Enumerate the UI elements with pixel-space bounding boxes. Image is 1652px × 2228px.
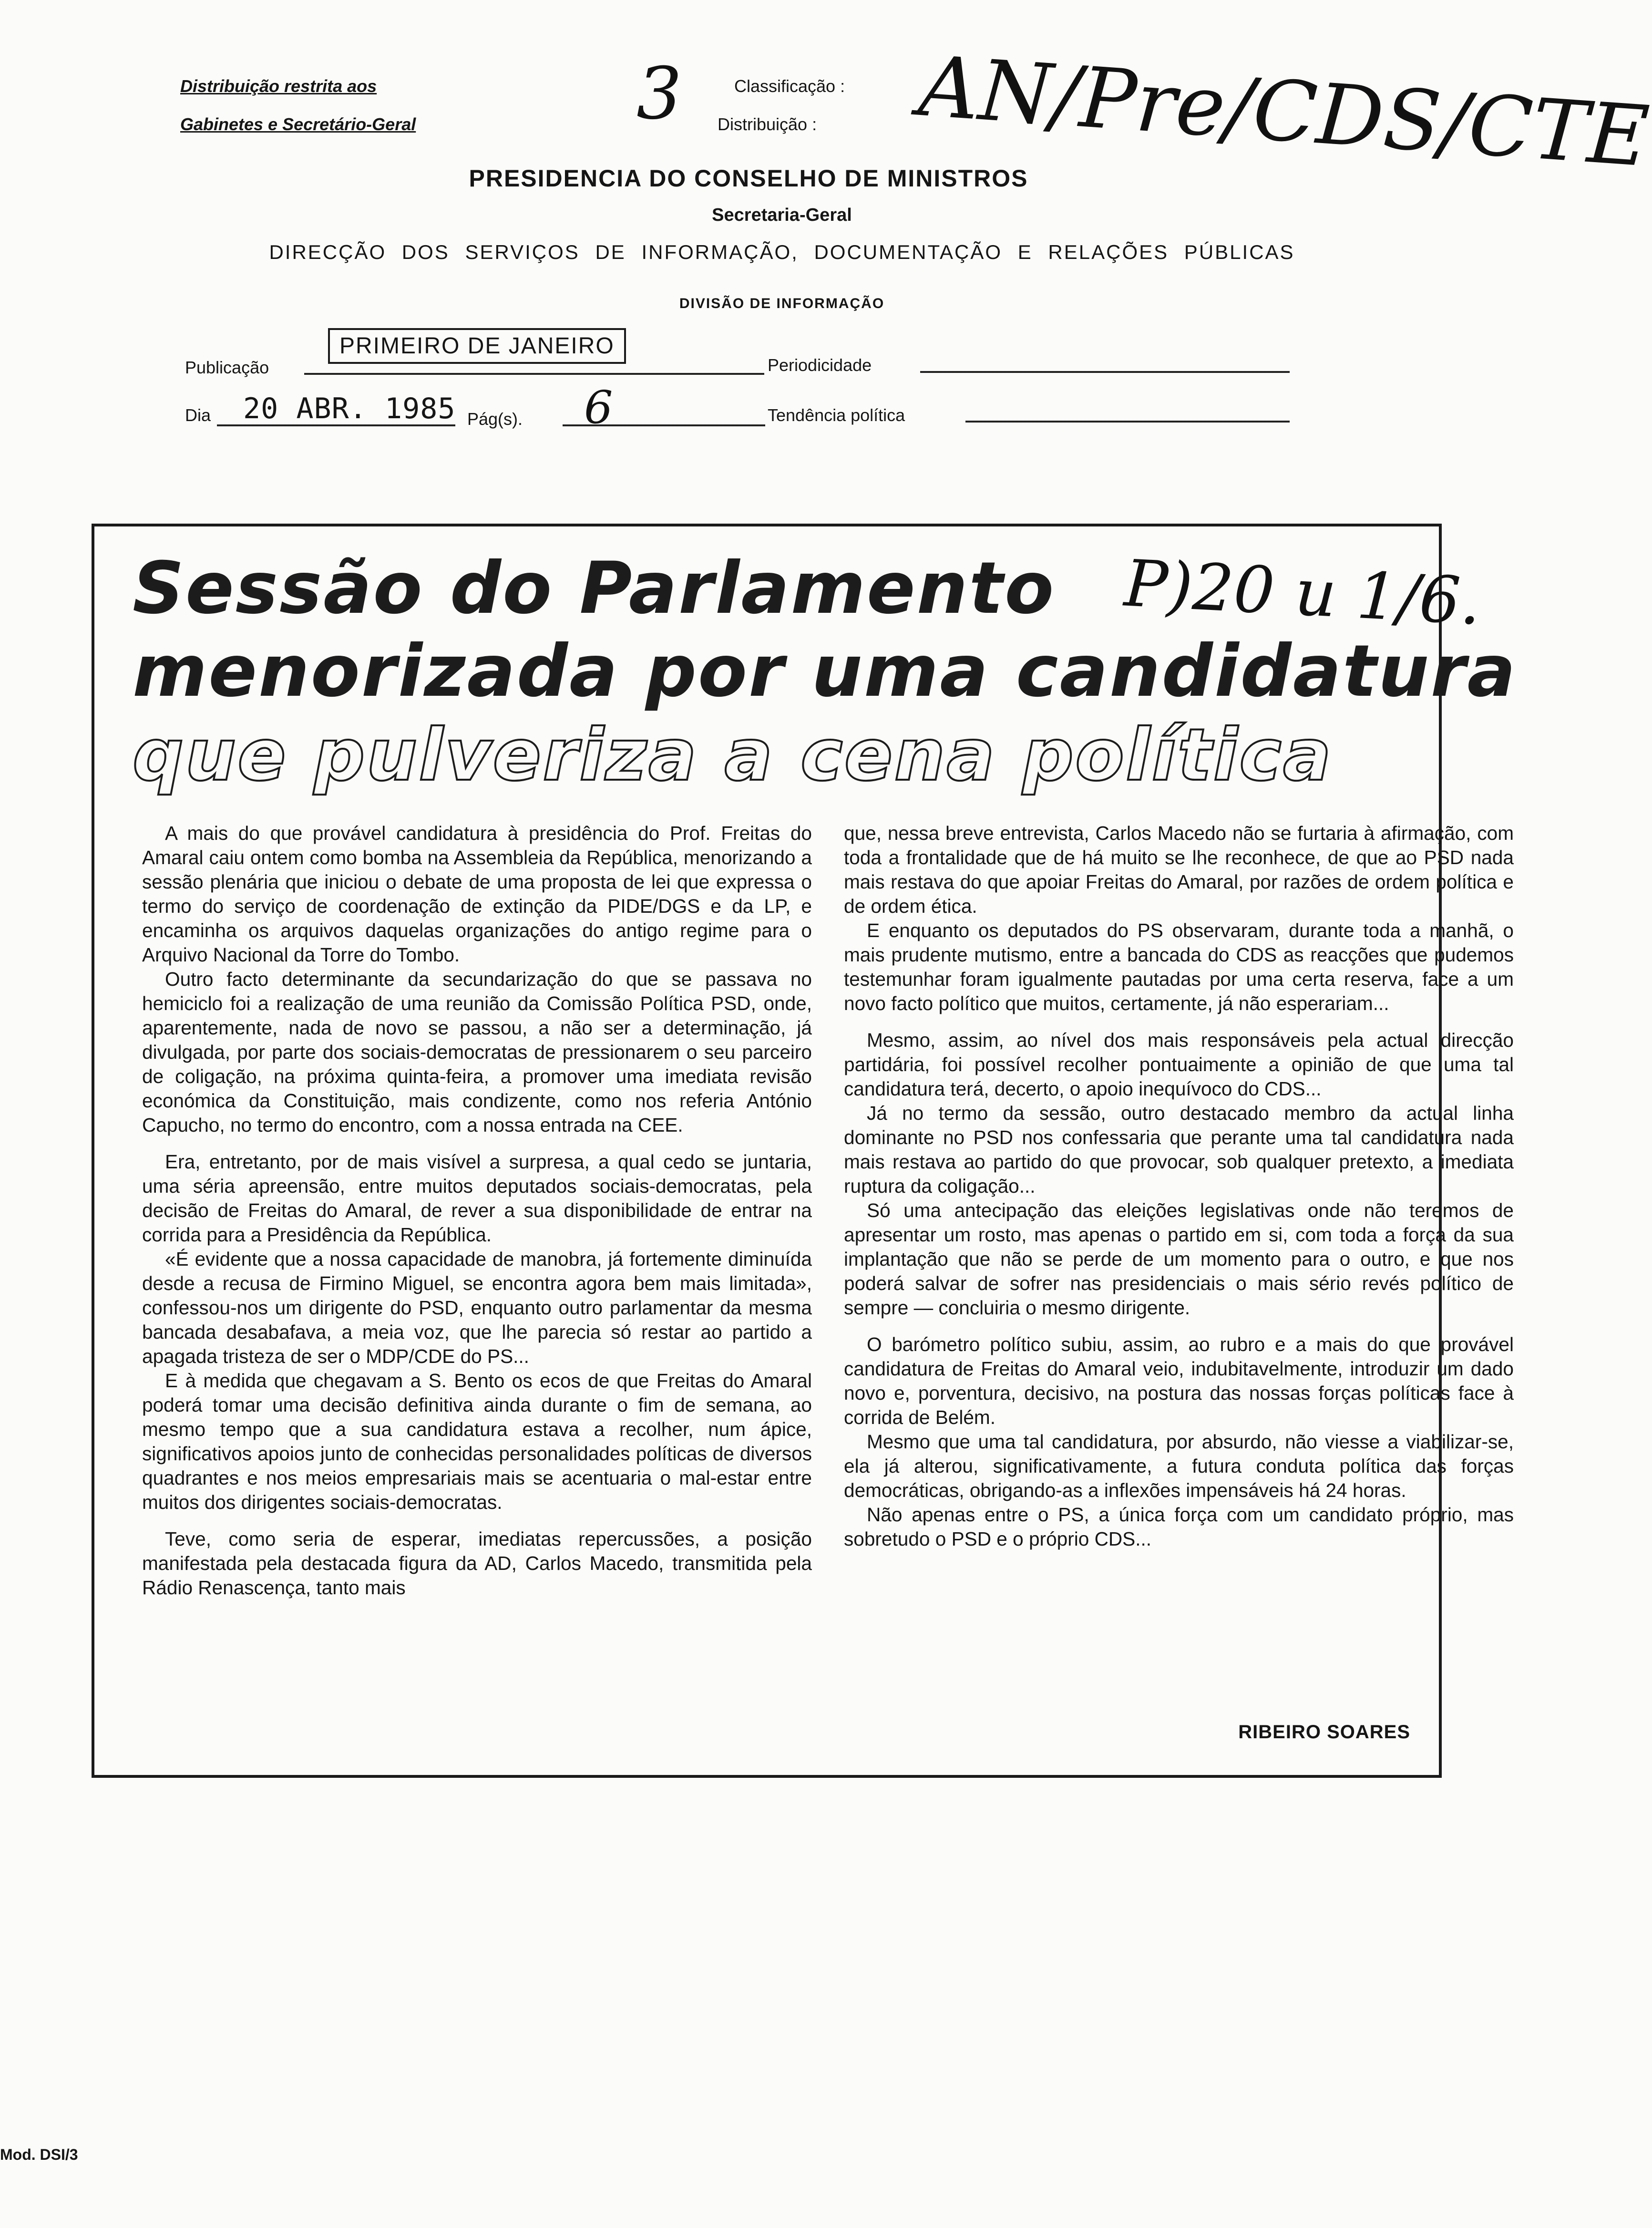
institution-title: PRESIDENCIA DO CONSELHO DE MINISTROS [469, 165, 1028, 192]
paragraph: Já no termo da sessão, outro destacado membro da actual linha dominante no PSD nos confessaria que perante uma tal candidatura nada mais restava ao partido do que provocar, sob qualquer pretexto, a imediata ruptura da coligação... [844, 1102, 1514, 1197]
paragraph: O barómetro político subiu, assim, ao rubro e a mais do que provável candidatura de Freitas do Amaral veio, indubitavelmente, introduzir um dado novo e, porventura, decisivo, na postura das nossas forças políticas face à corrida de Belém. [844, 1333, 1514, 1428]
paragraph: que, nessa breve entrevista, Carlos Macedo não se furtaria à afirmação, com toda a frontalidade que de há muito se lhe reconhece, de que ao PSD nada mais restava do que apoiar Freitas do Amaral, por razões de ordem política e de ordem ética. [844, 822, 1514, 917]
newspaper-clipping [92, 524, 1517, 1778]
paragraph: «É evidente que a nossa capacidade de manobra, já fortemente diminuída desde a recusa de Firmino Miguel, se encontra agora bem mais limitada», confessou-nos um dirigente do PSD, enquanto outro parlamentar da mesma bancada desabafava, a meia voz, que lhe parecia só restar ao partido a apagada tristeza de ser o MDP/CDE do PS... [142, 1248, 812, 1367]
secretariat-title: Secretaria-Geral [712, 205, 852, 225]
paragraph: Mesmo que uma tal candidatura, por absurdo, não viesse a viabilizar-se, ela já alterou, significativamente, a futura conduta política das forças democráticas, obrigando-as a inflexões impensáveis há 24 horas. [844, 1431, 1514, 1501]
paragraph: Só uma antecipação das eleições legislativas onde não teremos de apresentar um rosto, mas apenas o partido em si, com toda a força da sua implantação que não se perde de um momento para o outro, e que nos poderá salvar de sofrer nas presidenciais o mais sério revés político de sempre — concluiria o mesmo dirigente. [844, 1199, 1514, 1319]
paragraph: Outro facto determinante da secundarização do que se passava no hemiciclo foi a realização de uma reunião da Comissão Política PSD, onde, aparentemente, nada de novo se passou, a não ser a determinação, já divulgada, por parte dos sociais-democratas de pressionarem o seu parceiro de coligação, na próxima quinta-feira, a promover uma imediata revisão económica da Constituição, mais condizente, como nos referia António Capucho, no termo do encontro, com a nossa entrada na CEE. [142, 968, 812, 1136]
dia-underline [217, 424, 455, 426]
handwritten-annotation: P)20 u 1/6. [1122, 546, 1483, 640]
paragraph: A mais do que provável candidatura à presidência do Prof. Freitas do Amaral caiu ontem como bomba na Assembleia da República, menorizando a sessão plenária que iniciou o debate de uma proposta de lei que expressa o termo do serviço de coordenação de extinção da PIDE/DGS e da LP, e encaminha os arquivos daquelas organizações do antigo regime para o Arquivo Nacional da Torre do Tombo. [142, 822, 812, 966]
dia-value-stamp: 20 ABR. 1985 [243, 392, 456, 425]
restriction-note-line1: Distribuição restrita aos [180, 76, 377, 96]
paragraph: Mesmo, assim, ao nível dos mais responsáveis pela actual direcção partidária, foi possível recolher pontuaimente a opinião de que uma tal candidatura terá, decerto, o apoio inequívoco do CDS... [844, 1029, 1514, 1100]
dia-label: Dia [185, 405, 211, 425]
tendencia-underline [965, 421, 1290, 423]
handwritten-page-number: 3 [636, 52, 682, 135]
publicacao-underline [304, 373, 764, 375]
headline-line-2: menorizada por uma candidatura [133, 630, 1517, 713]
pags-underline [563, 424, 765, 426]
publicacao-label: Publicação [185, 358, 269, 377]
headline-line-3: que pulveriza a cena política [133, 714, 1333, 797]
form-code: Mod. DSI/3 [0, 2146, 78, 2163]
article-column-right [844, 821, 1514, 1718]
paragraph: Não apenas entre o PS, a única força com um candidato próprio, mas sobretudo o PSD e o próprio CDS... [844, 1504, 1514, 1550]
pags-value-handwritten: 6 [584, 382, 613, 434]
classificacao-label: Classificação : [734, 76, 845, 96]
periodicidade-underline [920, 371, 1290, 373]
headline-line-1: Sessão do Parlamento [133, 547, 1056, 630]
paragraph: E enquanto os deputados do PS observaram, durante toda a manhã, o mais prudente mutismo, entre a bancada do CDS as reacções que pudemos testemunhar foram igualmente pautadas por uma certa reserva, face a um novo facto político que muitos, certamente, já não esperariam... [844, 919, 1514, 1014]
paragraph: Era, entretanto, por de mais visível a surpresa, a qual cedo se juntaria, uma séria apreensão, entre muitos deputados sociais-democratas, pela decisão de Freitas do Amaral, de rever a sua disponibilidade de entrar na corrida para a Presidência da República. [142, 1151, 812, 1246]
division-title: DIVISÃO DE INFORMAÇÃO [679, 296, 885, 311]
paragraph: Teve, como seria de esperar, imediatas repercussões, a posição manifestada pela destacada figura da AD, Carlos Macedo, transmitida pela Rádio Renascença, tanto mais [142, 1528, 812, 1599]
handwritten-distribution-code: AN/Pre/CDS/CTE [915, 38, 1652, 186]
distribuicao-label: Distribuição : [718, 114, 817, 134]
article-column-left [142, 821, 812, 1718]
directorate-title: DIRECÇÃO DOS SERVIÇOS DE INFORMAÇÃO, DOCUMENTAÇÃO E RELAÇÕES PÚBLICAS [269, 241, 1295, 263]
periodicidade-label: Periodicidade [768, 355, 872, 375]
publicacao-stamp: PRIMEIRO DE JANEIRO [328, 328, 626, 364]
tendencia-label: Tendência política [768, 405, 905, 425]
restriction-note-line2: Gabinetes e Secretário-Geral [180, 114, 416, 134]
pags-label: Pág(s). [467, 409, 523, 429]
paragraph: E à medida que chegavam a S. Bento os ecos de que Freitas do Amaral poderá tomar uma decisão definitiva ainda durante o fim de semana, ao mesmo tempo que a sua candidatura estava a recolher, num ápice, significativos apoios junto de conhecidas personalidades políticas de diversos quadrantes e nos meios empresariais mais se acentuaria o mal-estar entre muitos dos dirigentes sociais-democratas. [142, 1370, 812, 1513]
article-byline: RIBEIRO SOARES [1238, 1722, 1410, 1743]
